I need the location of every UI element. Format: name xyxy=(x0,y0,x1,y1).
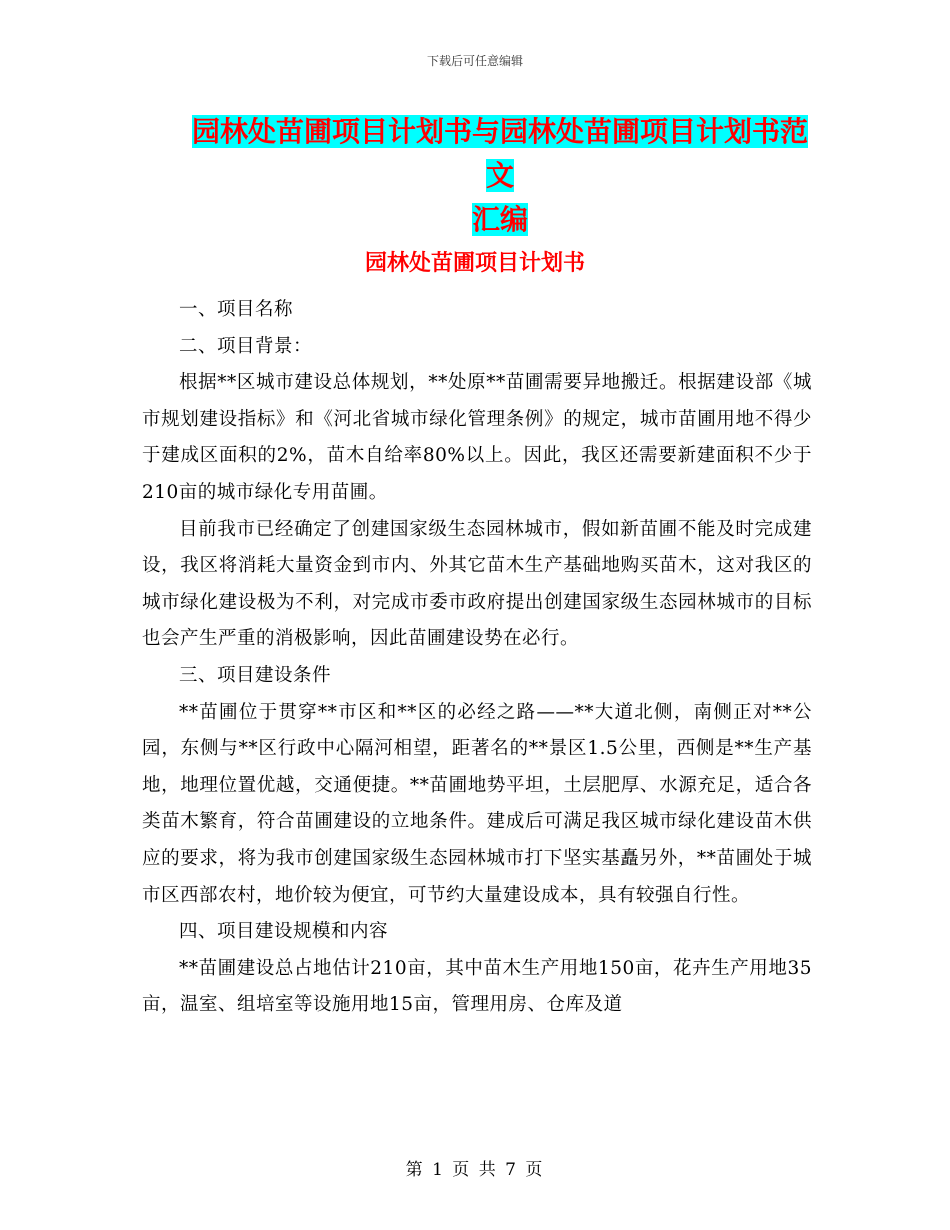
heading-scale-and-content: 四、项目建设规模和内容 xyxy=(179,921,389,943)
document-title-line-2: 汇编 xyxy=(471,203,528,236)
document-title xyxy=(180,110,820,242)
heading-construction-conditions: 三、项目建设条件 xyxy=(179,664,332,686)
page-footer: 第 1 页 共 7 页 xyxy=(405,1160,545,1180)
paragraph-background-planning: 根据**区城市建设总体规划，**处原**苗圃需要异地搬迁。根据建设部《城市规划建设指标》和《河北省城市绿化管理条例》的规定，城市苗圃用地不得少于建成区面积的2%，苗木自给率80%以上。因此，我区还需要新建面积不少于210亩的城市绿化专用苗圃。 xyxy=(142,372,812,503)
paragraph-background-necessity: 目前我市已经确定了创建国家级生态园林城市，假如新苗圃不能及时完成建设，我区将消耗大量资金到市内、外其它苗木生产基础地购买苗木，这对我区的城市绿化建设极为不利，对完成市委市政府提出创建国家级生态园林城市的目标也会产生严重的消极影响，因此苗圃建设势在必行。 xyxy=(142,518,812,650)
section-title: 园林处苗圃项目计划书 xyxy=(364,251,585,276)
heading-project-background: 二、项目背景： xyxy=(179,335,313,357)
heading-project-name: 一、项目名称 xyxy=(179,299,294,320)
document-title-line-1: 园林处苗圃项目计划书与园林处苗圃项目计划书范文 xyxy=(191,115,808,192)
paragraph-scale-and-content: **苗圃建设总占地估计210亩，其中苗木生产用地150亩，花卉生产用地35亩，温室、组培室等设施用地15亩，管理用房、仓库及道 xyxy=(142,957,812,1016)
header-note: 下载后可任意编辑 xyxy=(426,54,523,68)
document-body xyxy=(142,292,812,1024)
paragraph-construction-conditions: **苗圃位于贯穿**市区和**区的必经之路——**大道北侧，南侧正对**公园，东侧与**区行政中心隔河相望，距著名的**景区1.5公里，西侧是**生产基地，地理位置优越，交通便捷。**苗圃地势平坦，土层肥厚、水源充足，适合各类苗木繁育，符合苗圃建设的立地条件。建成后可满足我区城市绿化建设苗木供应的要求，将为我市创建国家级生态园林城市打下坚实基矗另外，**苗圃处于城市区西部农村，地价较为便宜，可节约大量建设成本，具有较强自行性。 xyxy=(142,701,812,906)
